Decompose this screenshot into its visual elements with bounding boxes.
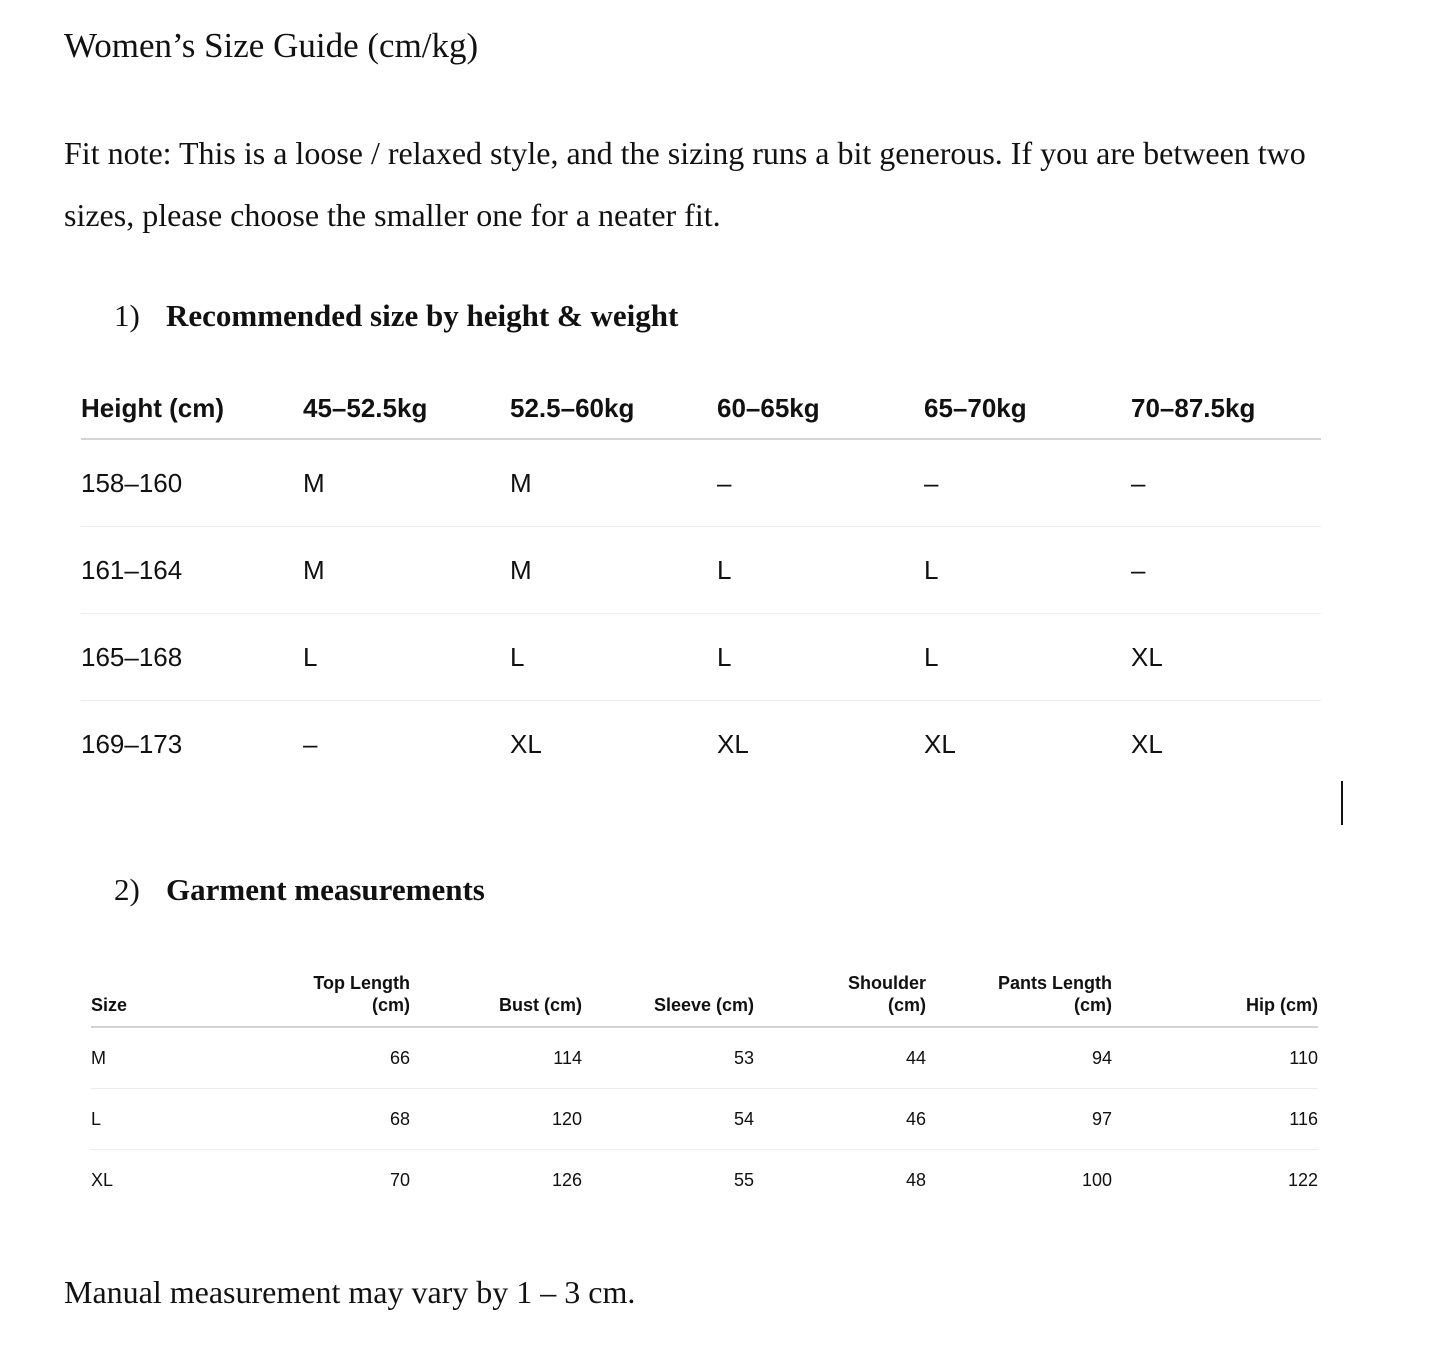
- table-cell: –: [1131, 527, 1321, 614]
- table-cell: 122: [1287, 1169, 1318, 1190]
- page-title: Women’s Size Guide (cm/kg): [64, 26, 479, 65]
- table-cell: 120: [410, 1089, 582, 1150]
- table-cell: M: [91, 1027, 191, 1089]
- table-cell: 161–164: [81, 527, 303, 614]
- fit-note: Fit note: This is a loose / relaxed style, and the sizing runs a bit generous. If you are between two sizes, please choose the smaller one for a neater fit.: [64, 135, 1306, 233]
- table-cell: 169–173: [81, 728, 183, 759]
- table-cell: –: [303, 728, 318, 759]
- column-header-text: Shoulder (cm): [847, 973, 926, 1015]
- table-row: [81, 701, 1321, 788]
- column-header: 65–70kg: [924, 378, 1131, 439]
- table-cell: L: [717, 527, 924, 614]
- column-header: 45–52.5kg: [303, 378, 510, 439]
- table-cell: L: [924, 527, 1131, 614]
- table-cell: 114: [410, 1027, 582, 1089]
- table-cell: 68: [191, 1089, 410, 1150]
- table-cell: 94: [926, 1027, 1112, 1089]
- table-cell: –: [1131, 439, 1321, 527]
- table-cell: XL: [510, 728, 542, 759]
- table-cell: 126: [551, 1169, 582, 1190]
- table-cell: 46: [754, 1089, 926, 1150]
- table-cell: L: [303, 614, 510, 701]
- column-header: [191, 956, 410, 1027]
- column-header-text: Pants Length (cm): [997, 973, 1112, 1015]
- table-cell: 110: [1112, 1027, 1318, 1089]
- table-cell: 165–168: [81, 614, 303, 701]
- section-number: 2): [114, 872, 140, 907]
- column-header: [926, 956, 1112, 1027]
- column-header: Bust (cm): [410, 956, 582, 1027]
- table-cell: M: [510, 527, 717, 614]
- text-cursor: [1341, 781, 1343, 825]
- section-number: 1): [114, 298, 140, 333]
- table-header-row: [91, 956, 1318, 1027]
- table-cell: 54: [582, 1089, 754, 1150]
- table-cell: M: [303, 439, 510, 527]
- table-cell: L: [924, 614, 1131, 701]
- recommended-size-table: [81, 378, 1321, 787]
- table-cell: 100: [1081, 1169, 1112, 1190]
- table-cell: XL: [1131, 728, 1163, 759]
- column-header: [754, 956, 926, 1027]
- column-header: 70–87.5kg: [1131, 378, 1321, 439]
- table-cell: L: [510, 614, 717, 701]
- table-cell: XL: [1131, 614, 1321, 701]
- table-cell: 44: [754, 1027, 926, 1089]
- table-cell: M: [303, 527, 510, 614]
- garment-measurements-table: [91, 956, 1318, 1210]
- table-cell: L: [91, 1089, 191, 1150]
- table-cell: 53: [582, 1027, 754, 1089]
- footer-note: Manual measurement may vary by 1 – 3 cm.: [64, 1274, 636, 1310]
- table-cell: 55: [733, 1169, 754, 1190]
- table-cell: 158–160: [81, 439, 303, 527]
- section-heading-garment: [114, 870, 485, 910]
- section-title: Garment measurements: [166, 872, 485, 907]
- table-cell: 48: [905, 1169, 926, 1190]
- table-row: [91, 1150, 1318, 1211]
- table-row: [91, 1089, 1318, 1150]
- column-header-text: Top Length (cm): [313, 973, 410, 1015]
- column-header: Height (cm): [81, 378, 303, 439]
- section-heading-recommended: [114, 296, 678, 336]
- table-cell: 97: [926, 1089, 1112, 1150]
- section-title: Recommended size by height & weight: [166, 298, 679, 333]
- table-row: [81, 527, 1321, 614]
- table-cell: XL: [717, 728, 749, 759]
- table-cell: –: [924, 439, 1131, 527]
- column-header: 60–65kg: [717, 378, 924, 439]
- table-header-row: [81, 378, 1321, 439]
- column-header: 52.5–60kg: [510, 378, 717, 439]
- table-cell: XL: [91, 1169, 114, 1190]
- table-cell: 70: [389, 1169, 410, 1190]
- column-header: Hip (cm): [1112, 956, 1318, 1027]
- table-cell: XL: [924, 728, 956, 759]
- table-row: [81, 614, 1321, 701]
- table-cell: L: [717, 614, 924, 701]
- table-cell: 66: [191, 1027, 410, 1089]
- column-header: Size: [91, 956, 191, 1027]
- table-cell: M: [510, 439, 717, 527]
- table-cell: 116: [1112, 1089, 1318, 1150]
- table-row: [91, 1027, 1318, 1089]
- table-cell: –: [717, 439, 924, 527]
- table-row: [81, 439, 1321, 527]
- column-header: Sleeve (cm): [582, 956, 754, 1027]
